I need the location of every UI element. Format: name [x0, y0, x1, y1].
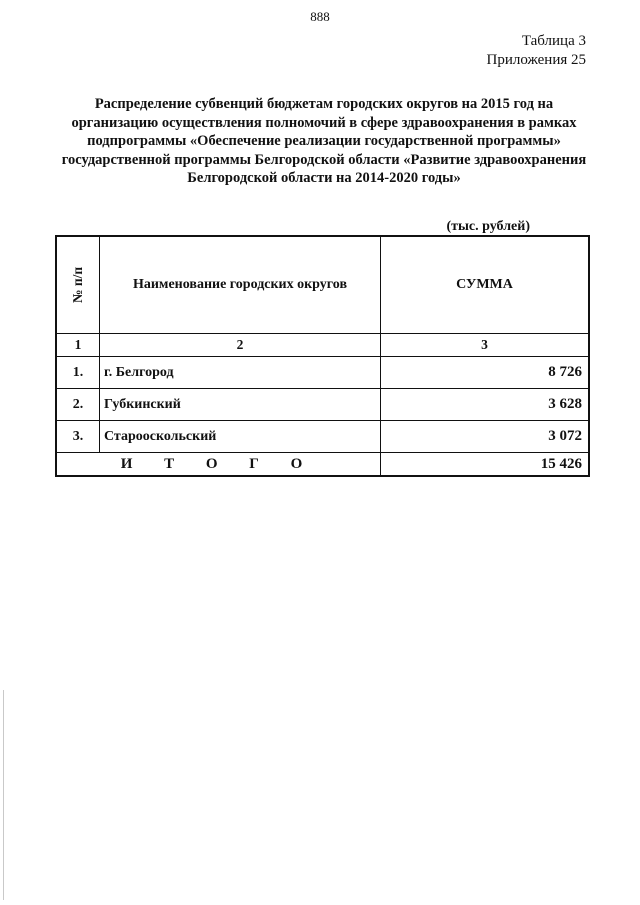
- header-name: Наименование городских округов: [100, 236, 381, 334]
- row-sum: 8 726: [381, 357, 590, 389]
- subvention-table: [55, 235, 590, 477]
- row-name: г. Белгород: [100, 357, 381, 389]
- header-sum: СУММА: [381, 236, 590, 334]
- header-num: № п/п: [70, 266, 85, 304]
- column-index-2: 2: [100, 334, 381, 357]
- document-title: Распределение субвенций бюджетам городских округов на 2015 год на организацию осуществления полномочий в сфере здравоохранения в рамках подпрограммы «Обеспечение реализации государственной программы» государственной программы Белгородской области «Развитие здравоохранения Белгородской области на 2014-2020 годы»: [61, 96, 587, 186]
- table-header-row: [56, 236, 589, 334]
- total-row: [56, 453, 589, 477]
- column-index-1: 1: [56, 334, 100, 357]
- page-number: 888: [310, 9, 330, 24]
- appendix-annex-label: Приложения 25: [486, 52, 586, 68]
- units-label: (тыс. рублей): [446, 219, 530, 234]
- total-label: И Т О Г О: [56, 453, 381, 477]
- table-row: [56, 357, 589, 389]
- appendix-reference: [487, 32, 587, 70]
- row-num: 3.: [56, 421, 100, 453]
- row-sum: 3 628: [381, 389, 590, 421]
- header-num-cell: [56, 236, 100, 334]
- row-num: 2.: [56, 389, 100, 421]
- column-index-3: 3: [381, 334, 590, 357]
- table-row: [56, 389, 589, 421]
- row-name: Губкинский: [100, 389, 381, 421]
- table-row: [56, 421, 589, 453]
- column-index-row: [56, 334, 589, 357]
- row-name: Старооскольский: [100, 421, 381, 453]
- row-num: 1.: [56, 357, 100, 389]
- total-sum: 15 426: [381, 453, 590, 477]
- row-sum: 3 072: [381, 421, 590, 453]
- scan-margin-line: [3, 690, 4, 900]
- appendix-table-label: Таблица 3: [521, 33, 586, 49]
